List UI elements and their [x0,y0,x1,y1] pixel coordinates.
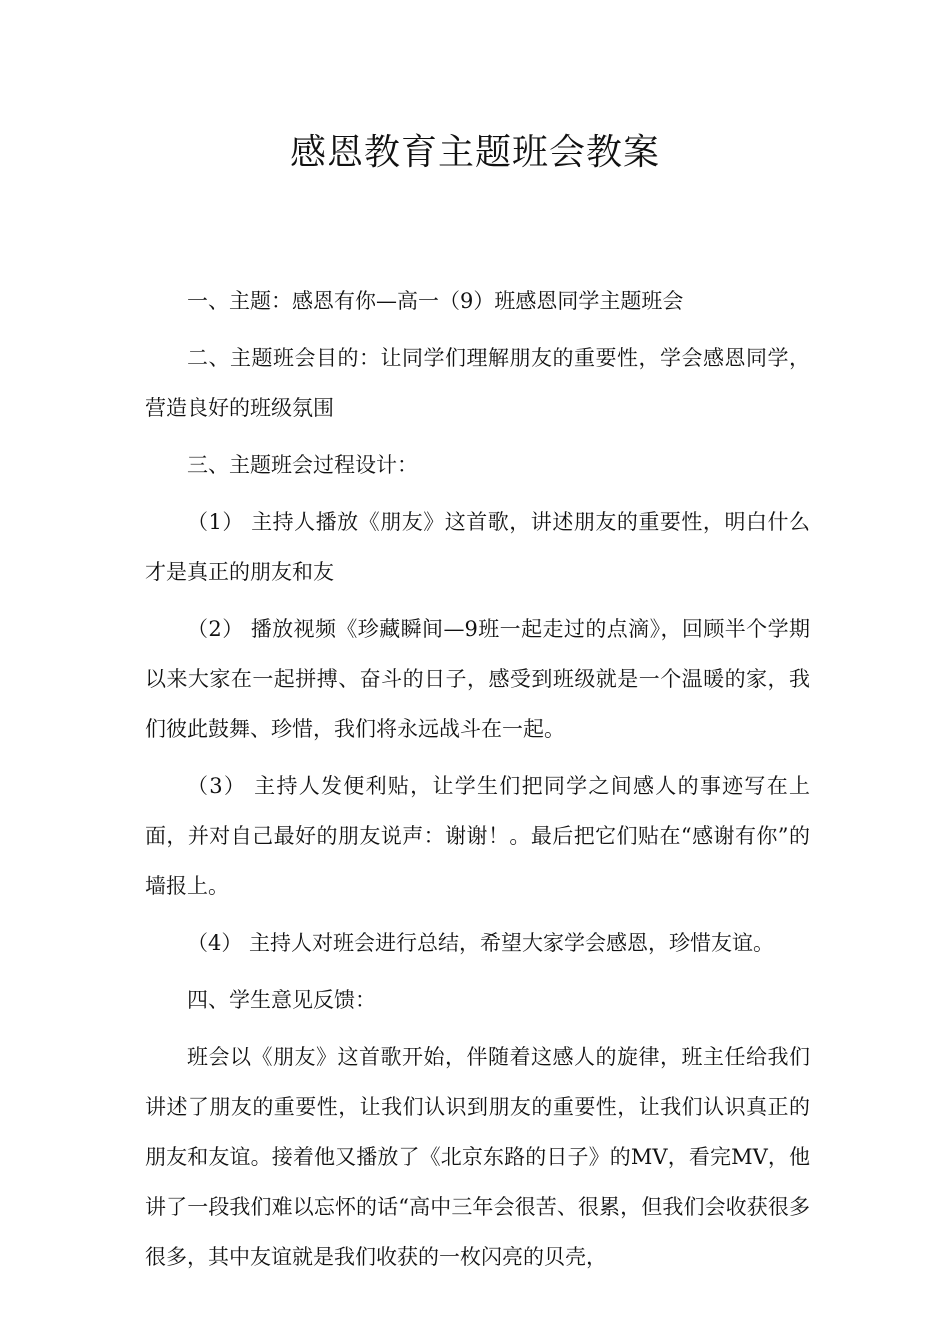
paragraph-theme: 一、主题：感恩有你—高一（9）班感恩同学主题班会 [187,289,684,313]
document-title: 感恩教育主题班会教案 [289,132,660,173]
paragraph-feedback-body: 班会以《朋友》这首歌开始，伴随着这感人的旋律，班主任给我们讲述了朋友的重要性，让我们认识到朋友的重要性，让我们认识真正的朋友和友谊。接着他又播放了《北京东路的日子》的MV，看完MV，他讲了一段我们难以忘怀的话“高中三年会很苦、很累，但我们会收获很多很多，其中友谊就是我们收获的一枚闪亮的贝壳， [145,1045,810,1269]
paragraph-step-2: （2） 播放视频《珍藏瞬间—9班一起走过的点滴》，回顾半个学期以来大家在一起拼搏、奋斗的日子，感受到班级就是一个温暖的家，我们彼此鼓舞、珍惜，我们将永远战斗在一起。 [145,617,810,741]
paragraph-purpose: 二、主题班会目的：让同学们理解朋友的重要性，学会感恩同学，营造良好的班级氛围 [145,346,810,420]
paragraph-feedback-heading: 四、学生意见反馈： [187,988,376,1012]
document-body [145,276,810,1289]
paragraph-step-1: （1） 主持人播放《朋友》这首歌，讲述朋友的重要性，明白什么才是真正的朋友和友 [145,510,810,584]
paragraph-step-4: （4） 主持人对班会进行总结，希望大家学会感恩，珍惜友谊。 [187,931,775,955]
paragraph-process-heading: 三、主题班会过程设计： [187,453,418,477]
paragraph-step-3: （3） 主持人发便利贴，让学生们把同学之间感人的事迹写在上面，并对自己最好的朋友说声：谢谢！。最后把它们贴在“感谢有你”的墙报上。 [145,774,810,898]
